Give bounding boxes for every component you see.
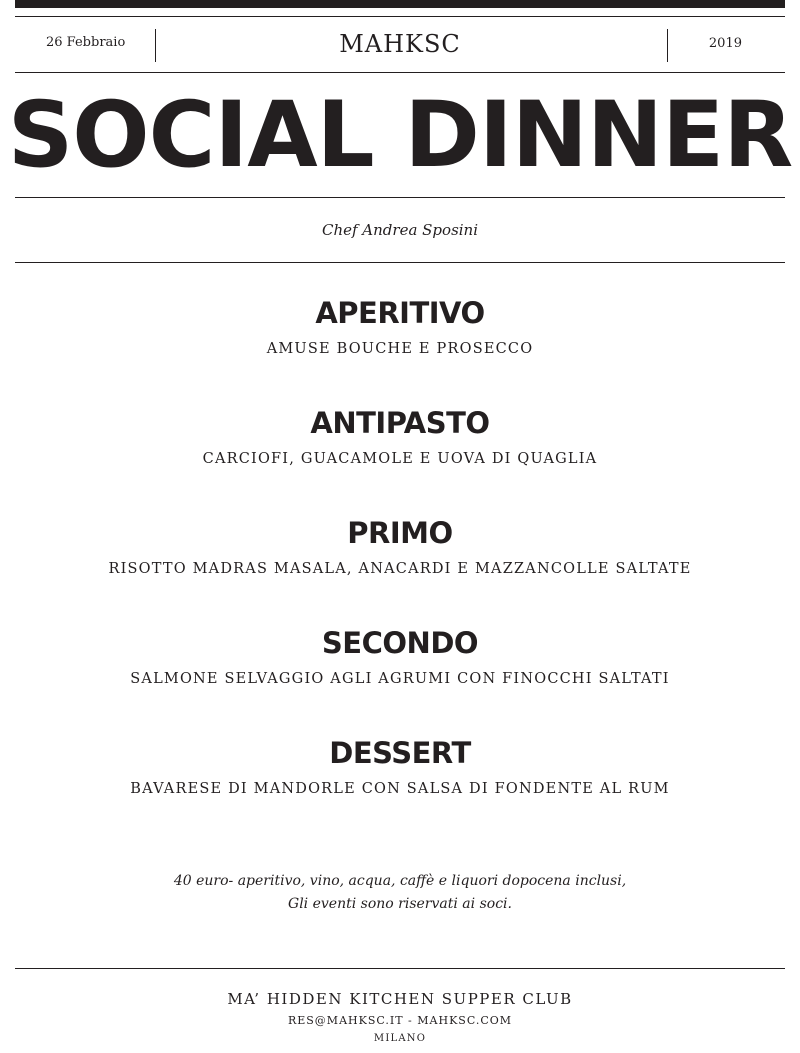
membership-note-line: Gli eventi sono riservati ai soci. <box>288 896 512 912</box>
contact-info: RES@MAHKSC.IT - MAHKSC.COM <box>287 1014 513 1027</box>
course-name: SECONDO <box>321 626 479 660</box>
price-note <box>0 870 800 916</box>
footer-divider <box>15 968 785 969</box>
chef-name: Chef Andrea Sposini <box>321 221 479 239</box>
course-dish: BAVARESE DI MANDORLE CON SALSA DI FONDENTE AL RUM <box>130 781 670 797</box>
event-year: 2019 <box>708 36 742 51</box>
title-divider <box>15 197 785 198</box>
header-top-divider <box>15 16 785 17</box>
event-date: 26 Febbraio <box>46 35 126 50</box>
course-name: ANTIPASTO <box>310 406 490 440</box>
price-note-line: 40 euro- aperitivo, vino, acqua, caffè e liquori dopocena inclusi, <box>173 873 627 889</box>
course-dish: CARCIOFI, GUACAMOLE E UOVA DI QUAGLIA <box>202 451 598 467</box>
course-name: DESSERT <box>329 736 471 770</box>
page-title: SOCIAL DINNER <box>7 83 793 188</box>
brand-name: MAHKSC <box>339 30 461 58</box>
course-dish: SALMONE SELVAGGIO AGLI AGRUMI CON FINOCCHI SALTATI <box>130 671 670 687</box>
course-aperitivo <box>0 295 800 358</box>
course-dish: AMUSE BOUCHE E PROSECCO <box>266 341 534 357</box>
club-name: MA’ HIDDEN KITCHEN SUPPER CLUB <box>227 990 573 1008</box>
header-bottom-divider <box>15 72 785 73</box>
course-name: APERITIVO <box>315 296 485 330</box>
course-primo <box>0 515 800 578</box>
top-border <box>15 0 785 8</box>
city-name: MILANO <box>373 1033 427 1044</box>
header-right-separator <box>667 29 668 62</box>
course-antipasto <box>0 405 800 468</box>
course-dish: RISOTTO MADRAS MASALA, ANACARDI E MAZZANCOLLE SALTATE <box>108 561 692 577</box>
course-name: PRIMO <box>347 516 453 550</box>
course-secondo <box>0 625 800 688</box>
chef-divider <box>15 262 785 263</box>
course-dessert <box>0 735 800 798</box>
